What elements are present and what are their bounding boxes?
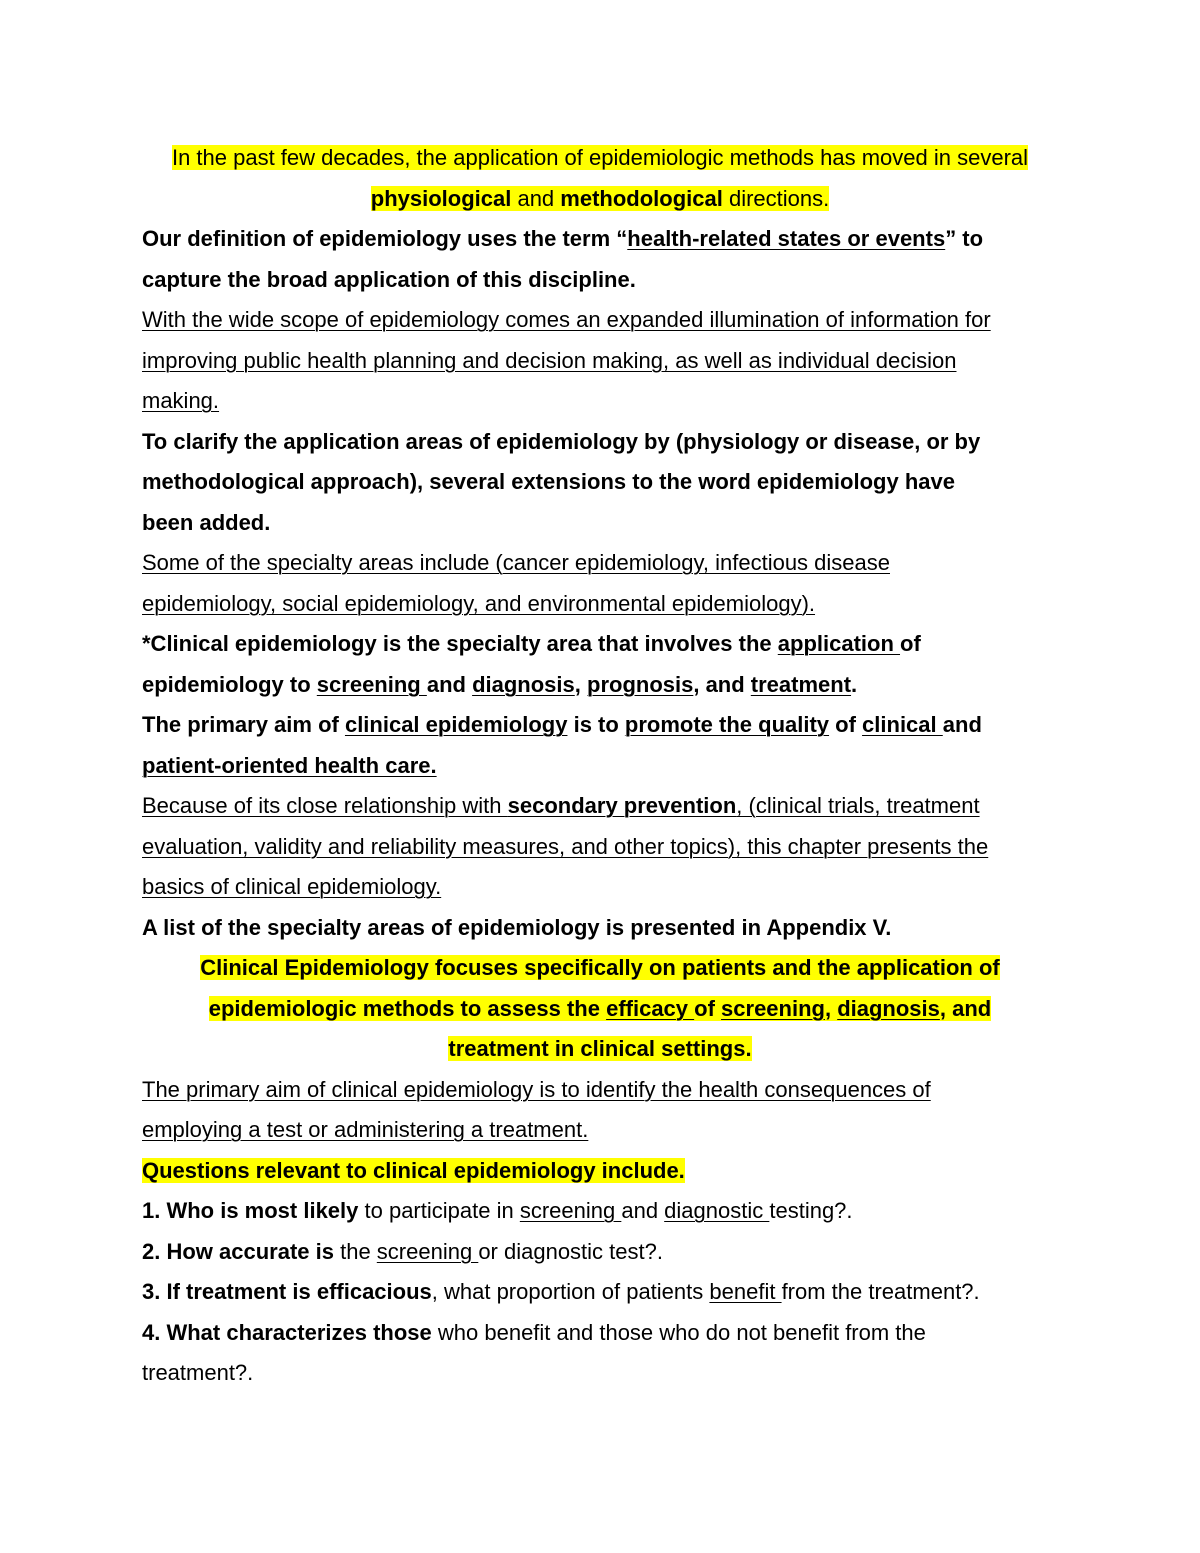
text-fragment: the <box>333 1238 377 1264</box>
text-fragment: of <box>694 995 722 1021</box>
highlighted-text: In the past few decades, the application of epidemiologic methods has moved in several <box>171 145 1029 170</box>
text-fragment: and <box>511 185 561 211</box>
underlined-term: screening <box>376 1238 479 1264</box>
clinical-line-1 <box>142 624 1058 665</box>
underlined-term: diagnosis <box>837 995 940 1021</box>
text-fragment: and <box>942 712 982 737</box>
highlighted-text: Questions relevant to clinical epidemiology include. <box>142 1157 685 1183</box>
text-fragment: who benefit and those who do not benefit from the <box>431 1319 926 1345</box>
question-2 <box>142 1232 1058 1273</box>
underlined-term: clinical epidemiology <box>344 712 568 737</box>
specialty-line-2 <box>142 584 1058 625</box>
highlighted-text: Clinical Epidemiology focuses specifically on patients and the application of <box>200 955 1000 980</box>
focus-line-2 <box>142 989 1058 1030</box>
underlined-text: evaluation, validity and reliability measures, and other topics), this chapter presents the <box>142 833 989 859</box>
scope-line-3 <box>142 381 1058 422</box>
underlined-term: health-related states or events <box>627 226 946 251</box>
question-1 <box>142 1191 1058 1232</box>
underlined-term: treatment <box>750 671 852 697</box>
text-fragment: ” to <box>945 226 984 251</box>
text-fragment: , <box>574 671 587 697</box>
aim-line-2 <box>142 746 1058 787</box>
text-fragment: , <box>824 995 838 1021</box>
question-4-line-2: treatment?. <box>142 1360 254 1385</box>
text-fragment: Because of its close relationship with <box>142 793 508 818</box>
appendix-line: A list of the specialty areas of epidemiology is presented in Appendix V. <box>142 914 892 940</box>
text-fragment: or diagnostic test?. <box>478 1238 663 1264</box>
text-fragment: directions. <box>722 185 830 211</box>
text-fragment: . <box>851 671 858 697</box>
scope-line-1 <box>142 300 1058 341</box>
underlined-text: Some of the specialty areas include (cancer epidemiology, infectious disease <box>142 550 890 575</box>
underlined-text: basics of clinical epidemiology. <box>142 874 442 899</box>
prevention-line-2 <box>142 827 1058 868</box>
underlined-term: application <box>777 631 901 656</box>
term-secondary-prevention: secondary prevention <box>507 793 737 818</box>
question-lead: 1. Who is most likely <box>142 1198 359 1223</box>
underlined-term: promote the quality <box>624 712 830 737</box>
text-fragment: to participate in <box>358 1198 520 1223</box>
question-lead: 2. How accurate is <box>142 1238 334 1264</box>
text-fragment: , and <box>939 995 992 1021</box>
text-fragment: epidemiology to <box>142 671 317 697</box>
underlined-term: screening <box>519 1198 622 1223</box>
underlined-text: employing a test or administering a treatment. <box>142 1117 589 1142</box>
text-fragment: , what proportion of patients <box>431 1279 710 1304</box>
text-fragment: is to <box>567 712 625 737</box>
aim-line-1 <box>142 705 1058 746</box>
specialty-line-1 <box>142 543 1058 584</box>
text-fragment: and <box>621 1198 665 1223</box>
term-methodological: methodological <box>560 185 723 211</box>
prevention-line-1 <box>142 786 1058 827</box>
text-fragment: , (clinical trials, treatment <box>736 793 980 818</box>
underlined-term: efficacy <box>606 995 695 1021</box>
underlined-term: prognosis <box>587 671 694 697</box>
definition-line-2: capture the broad application of this discipline. <box>142 266 636 292</box>
question-4 <box>142 1313 1058 1354</box>
scope-line-2 <box>142 341 1058 382</box>
highlighted-text <box>209 996 991 1021</box>
underlined-text: making. <box>142 388 220 413</box>
focus-line-3 <box>142 1029 1058 1070</box>
text-fragment: Our definition of epidemiology uses the term “ <box>142 226 628 251</box>
text-fragment: *Clinical epidemiology is the specialty area that involves the <box>142 631 778 656</box>
clarify-line-3: been added. <box>142 509 271 535</box>
intro-line-2 <box>142 179 1058 220</box>
underlined-text <box>142 793 980 818</box>
question-3 <box>142 1272 1058 1313</box>
consequence-line-1 <box>142 1070 1058 1111</box>
text-fragment: from the treatment?. <box>781 1279 980 1304</box>
definition-line-1 <box>142 219 1058 260</box>
text-fragment: epidemiologic methods to assess the <box>208 995 607 1021</box>
underlined-text: The primary aim of clinical epidemiology is to identify the health consequences of <box>142 1076 931 1102</box>
underlined-text: epidemiology, social epidemiology, and environmental epidemiology). <box>142 590 816 616</box>
focus-line-1 <box>142 948 1058 989</box>
highlighted-text: treatment in clinical settings. <box>448 1036 752 1061</box>
text-fragment: The primary aim of <box>142 712 345 737</box>
underlined-term: patient-oriented health care. <box>142 752 437 778</box>
question-lead: 3. If treatment is efficacious <box>142 1279 432 1304</box>
text-fragment: of <box>900 631 921 656</box>
highlighted-text <box>371 186 829 211</box>
text-fragment: , and <box>693 671 751 697</box>
underlined-term: diagnosis <box>472 671 575 697</box>
text-fragment: testing?. <box>769 1198 853 1223</box>
intro-line-1 <box>142 138 1058 179</box>
underlined-term: benefit <box>709 1279 782 1304</box>
question-lead: 4. What characterizes those <box>142 1319 432 1345</box>
clarify-line-2: methodological approach), several extensions to the word epidemiology have <box>142 469 955 494</box>
clinical-line-2 <box>142 665 1058 706</box>
underlined-text: With the wide scope of epidemiology comes an expanded illumination of information for <box>142 307 991 332</box>
underlined-term: screening <box>721 995 825 1021</box>
underlined-term: diagnostic <box>664 1198 770 1223</box>
consequence-line-2 <box>142 1110 1058 1151</box>
text-fragment: and <box>426 671 473 697</box>
underlined-term: screening <box>316 671 427 697</box>
text-fragment: of <box>829 712 863 737</box>
underlined-term: clinical <box>862 712 943 737</box>
underlined-text: improving public health planning and decision making, as well as individual decision <box>142 347 957 373</box>
term-physiological: physiological <box>370 185 512 211</box>
questions-heading <box>142 1151 1058 1192</box>
clarify-line-1: To clarify the application areas of epidemiology by (physiology or disease, or by <box>142 428 981 454</box>
prevention-line-3 <box>142 867 1058 908</box>
